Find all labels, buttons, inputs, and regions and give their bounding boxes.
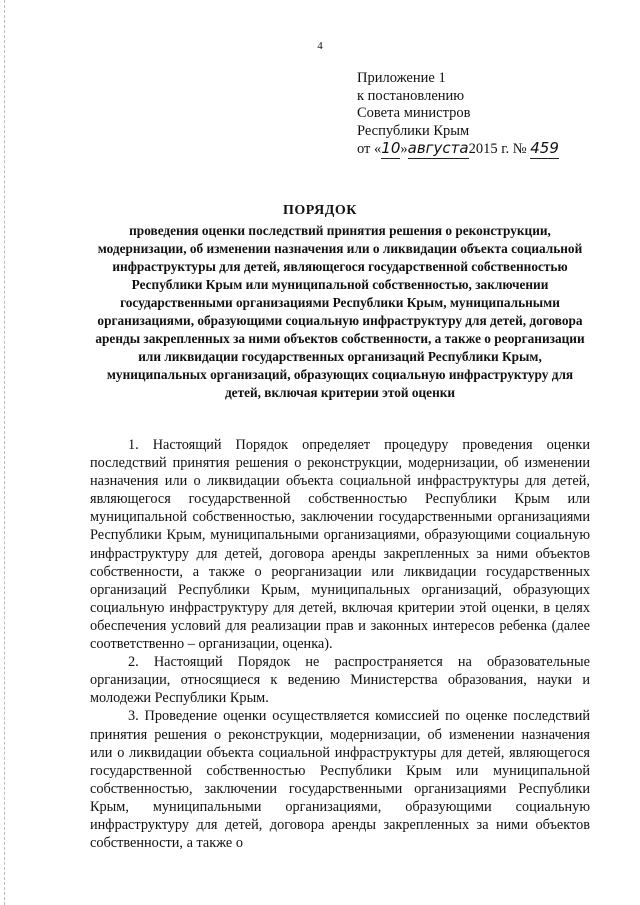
page-number: 4: [317, 40, 323, 52]
appendix-block: [357, 70, 559, 159]
date-prefix: от «: [357, 141, 382, 157]
paragraph-3: 3. Проведение оценки осуществляется комиссией по оценке последствий принятия решения о реконструкции, модернизации, об изменении назначения или о ликвидации объекта социальной инфраструктуры для детей, являющегося государственной собственностью Республики Крым или муниципальной собственностью, заключении государственными организациями Республики Крым, муниципальными организациями, образующими социальную инфраструктуру для детей, договора аренды закрепленных за ними объектов собственности, а также о: [90, 708, 590, 852]
appendix-line-1: Приложение 1: [357, 70, 446, 86]
document-body: [90, 436, 590, 852]
paragraph-2: 2. Настоящий Порядок не распространяется на образовательные организации, относящиеся к ведению Министерства образования, науки и молодежи Республики Крым.: [90, 654, 590, 707]
scan-edge: [4, 0, 5, 905]
date-sep: »: [400, 141, 408, 157]
date-day-handwritten: 10: [381, 139, 401, 157]
document-title: ПОРЯДОК: [283, 203, 357, 218]
date-year: 2015 г. №: [468, 141, 527, 157]
appendix-line-3: Совета министров: [357, 105, 471, 121]
appendix-date-line: [357, 140, 559, 159]
paragraph-1: 1. Настоящий Порядок определяет процедуру проведения оценки последствий принятия решения о реконструкции, модернизации, об изменении назначения или о ликвидации объекта социальной инфраструктуры для детей, являющегося государственной собственностью Республики Крым или муниципальной собственностью, заключении государственными организациями Республики Крым, муниципальными организациями, образующими социальную инфраструктуру для детей, договора аренды закрепленных за ними объектов собственности, а также о реорганизации или ликвидации государственных организаций Республики Крым, муниципальных организаций, образующих социальную инфраструктуру для детей, включая критерии этой оценки, в целях обеспечения условий для реализации прав и законных интересов ребенка (далее соответственно – организации, оценка).: [90, 437, 590, 653]
date-month-handwritten: августа: [407, 139, 469, 157]
document-subtitle: проведения оценки последствий принятия решения о реконструкции, модернизации, об изменении назначения или о ликвидации объекта социальной инфраструктуры для детей, являющегося государственной собственностью Республики Крым или муниципальной собственностью, заключении государственными организациями Республики Крым, муниципальными организациями, образующими социальную инфраструктуру для детей, договора аренды закрепленных за ними объектов собственности, а также о реорганизации или ликвидации государственных организаций Республики Крым, муниципальных организаций, образующих социальную инфраструктуру для детей, включая критерии этой оценки: [95, 223, 585, 400]
appendix-line-4: Республики Крым: [357, 122, 470, 139]
decree-number-handwritten: 459: [530, 139, 559, 157]
appendix-line-2: к постановлению: [357, 87, 465, 104]
